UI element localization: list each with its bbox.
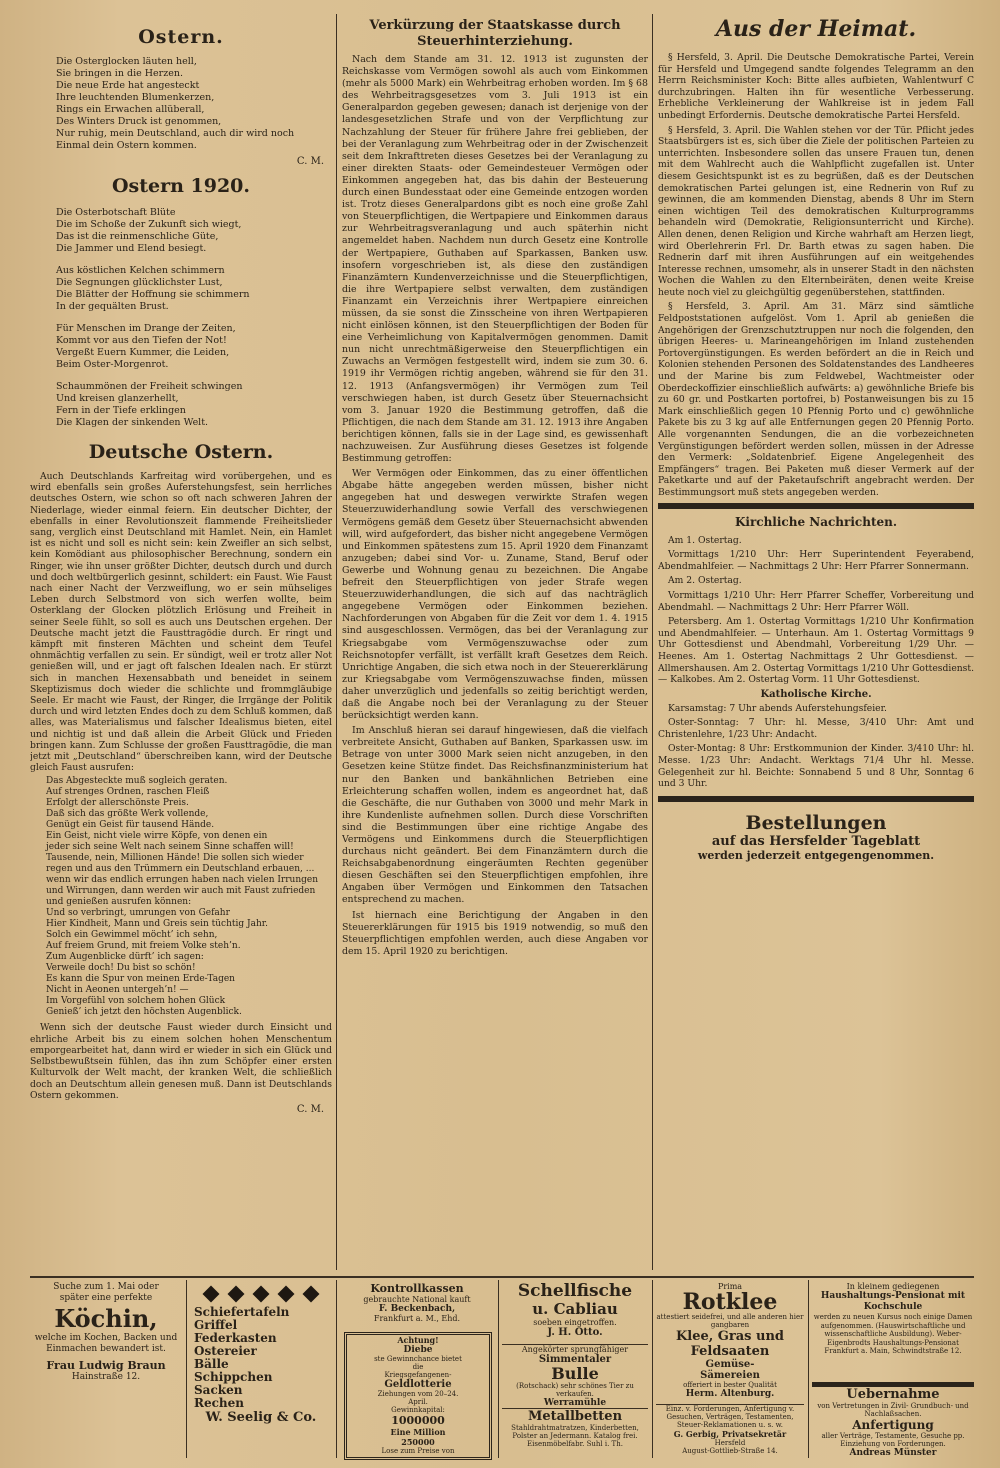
poem-line: Schaummönen der Freiheit schwingen: [56, 381, 243, 392]
ad-divider: [498, 1280, 499, 1458]
verse-line: Und so verbringt, umrungen von Gefahr: [46, 908, 230, 919]
diamond-ornament-icon: [253, 1286, 270, 1303]
ad-amount: Eine Million: [390, 1427, 446, 1437]
ad-divider: [808, 1280, 809, 1458]
prose-paragraph: Nach dem Stande am 31. 12. 1913 ist zugunsten der Reichskasse vom Vermögen sowohl als auch vom Einkommen (mehr als 5000 Mark) ein Wehrbeitrag erhoben worden. Im § 68 des Wehrbeitragsgesetzes vom 3. Juli 1913 ist ein Generalpardon gegeben gewesen; danach ist derjenige von der landesgesetzlichen Strafe und von der Verpflichtung zur Nachzahlung der Steuer für frühere Jahre frei geblieben, der bei der Veranlagung zum Wehrbeitrag oder in der Zwischenzeit seit dem Inkrafttreten dieses Gesetzes bei der Veranlagung zu einer direkten Staats- oder Gemeindesteuer Vermögen oder Einkommen angegeben hat, das bis dahin der Besteuerung durch einen Bundesstaat oder eine Gemeinde entzogen worden ist. Trotz dieses Generalpardons gibt es noch eine große Zahl von Steuerpflichtigen, die Wertpapiere und Einkommen daraus zur Wehrbeitragsveranlagung und auch späterhin nicht angemeldet haben. Nachdem nun durch Gesetz eine Kontrolle der Wertpapiere, Guthaben auf Sparkassen, Banken usw. insofern vorgeschrieben ist, als diese den zuständigen Finanzämtern Kundenverzeichnisse und die Steuerpflichtigen, die ihre Wertpapiere selbst verwalten, dem zuständigen Finanzamt ein Verzeichnis ihrer Wertpapiere einreichen müssen, da sie sonst die Zinsscheine von ihren Wertpapieren nicht einlösen können, ist den Steuerpflichtigen der Boden für eine Verheimlichung von Kapitalvermögen genommen. Damit nun nicht unrechtmäßigerweise den Steuerpflichtigen ein Zuwachs an Vermögen festgestellt wird, indem sie zum 30. 6. 1919 ihr Vermögen richtig angeben, während sie für den 31. 12. 1913 (Anfangsvermögen) ihr Vermögen zum Teil verschwiegen haben, ist durch Gesetz über Steuernachsicht vom 3. Januar 1920 die Bestimmung getroffen, daß die Pflichtigen, die nach dem Stande am 31. 12. 1913 ihre Angaben berichtigen können, falls sie in der Lage sind, es gewissenhaft nachzuweisen. Zur Ausführung dieses Gesetzes ist folgende Bestimmung getroffen:: [342, 54, 648, 465]
deutsche-ostern-end-paragraph: Wenn sich der deutsche Faust wieder durch Einsicht und ehrliche Arbeit bis zu einem solchen hohen Menschentum emporgearbeitet hat, dann wird er wieder in sich ein Glück und Selbstbewußtsein fühlen, das ihn zum Schöpfer einer ersten Kulturvolk der Welt macht, der kranken Welt, die schließlich doch an Deutschtum allein genesen muß. Dann ist Deutschlands Ostern gekommen.: [30, 1022, 332, 1101]
ad-text: Simmentaler: [538, 1354, 612, 1365]
ad-headline: Haushaltungs-Pensionat mit Kochschule: [820, 1291, 966, 1312]
ad-name: Werramühle: [543, 1398, 607, 1407]
ad-name: Herm. Altenburg.: [685, 1389, 775, 1399]
section-rule: [658, 503, 974, 509]
ad-pensionat: [812, 1282, 974, 1380]
ad-headline: Geldlotterie: [384, 1379, 452, 1390]
ad-address: Hersfeld: [714, 1439, 746, 1447]
column-divider: [652, 14, 653, 1270]
ad-headline: Anfertigung: [852, 1418, 934, 1432]
prose-paragraph: Vormittags 1/210 Uhr: Herr Pfarrer Scheffer, Vorbereitung und Abendmahl. — Nachmittags 2 Uhr: Herr Pfarrer Wöll.: [658, 589, 974, 613]
ad-text: Einz. v. Forderungen, Anfertigung v. Gesuchen, Verträgen, Testamenten, Steuer-Reklamationen u. s. w.: [665, 1405, 795, 1429]
ad-headline: Schellfische: [517, 1282, 633, 1301]
verkuerzung-text: [342, 54, 648, 958]
ad-kontrollkassen: [340, 1282, 494, 1330]
poem-line: Des Winters Druck ist genommen,: [56, 116, 222, 127]
column-2: [342, 14, 648, 1282]
poem-line: Die Jammer und Elend besiegt.: [56, 243, 207, 254]
poem-line: Rings ein Erwachen allüberall,: [56, 104, 205, 115]
poem-line: Kommt vor aus den Tiefen der Not!: [56, 335, 227, 346]
verse-line: Zum Augenblicke dürft’ ich sagen:: [46, 952, 204, 963]
poem-line: Vergeßt Euern Kummer, die Leiden,: [56, 347, 230, 358]
ad-divider: [652, 1280, 653, 1458]
verse-line: Solch ein Gewimmel möcht’ ich sehn,: [46, 930, 218, 941]
verse-line: Im Vorgefühl von solchem hohen Glück: [46, 996, 226, 1007]
ad-name: F. Beckenbach,: [378, 1304, 456, 1314]
ad-text: Suche zum 1. Mai oder: [53, 1282, 159, 1292]
seelig-item-list: [190, 1306, 332, 1410]
ad-text: Lose zum Preise von: [381, 1447, 455, 1455]
ad-headline: Klee, Gras und: [675, 1329, 785, 1344]
deutsche-ostern-signature: C. M.: [296, 1103, 324, 1115]
diamond-ornament-icon: [203, 1286, 220, 1303]
ad-text: werden zu neuen Kursus noch einige Damen aufgenommen. (Hauswirtschaftliche und wissenschaftliche Ausbildung). Weber-Eigenbrodts Haushaltungs-Pensionat Frankfurt a. Main, Schwindtstraße 12.: [813, 1313, 973, 1355]
ad-lotterie: [344, 1332, 492, 1460]
verse-line: Es kann die Spur von meinen Erde-Tagen: [46, 974, 235, 985]
katholische-text: [658, 703, 974, 790]
seelig-item: Sacken: [194, 1383, 243, 1397]
poem-line: Beim Oster-Morgenrot.: [56, 359, 169, 370]
ad-text: Gewinnkapital:: [391, 1406, 445, 1414]
prose-paragraph: Am 1. Ostertag.: [668, 534, 742, 546]
verse-line: Ein Geist, nicht viele wirre Köpfe, von denen ein: [46, 831, 268, 842]
ad-text: offeriert in bester Qualität: [683, 1381, 777, 1389]
ad-name: Frau Ludwig Braun: [46, 1359, 166, 1372]
verse-line: Das Abgesteckte muß sogleich geraten.: [46, 776, 228, 787]
ad-headline: Metallbetten: [527, 1409, 623, 1424]
verse-line: Verweile doch! Du bist so schön!: [46, 963, 196, 974]
deutsche-ostern-title: Deutsche Ostern.: [88, 441, 274, 463]
bestellungen-subtitle: auf das Hersfelder Tageblatt: [711, 833, 921, 849]
ad-text: Ziehungen vom 20–24.: [377, 1390, 459, 1398]
ad-headline: Uebernahme: [846, 1387, 940, 1402]
prose-paragraph: Karsamstag: 7 Uhr abends Auferstehungsfeier.: [668, 702, 887, 714]
seelig-item: Rechen: [194, 1396, 244, 1410]
ad-headline: Bulle: [551, 1364, 599, 1383]
ad-text: gebrauchte National kauft: [363, 1295, 471, 1304]
ad-divider: [336, 1280, 337, 1458]
verkuerzung-title: Verkürzung der Staatskasse durch Steuerhinterziehung.: [369, 18, 621, 49]
ad-text: In kleinem gediegenen: [846, 1282, 940, 1291]
verse-line: Auf freiem Grund, mit freiem Volke steh’n.: [46, 941, 241, 952]
prose-paragraph: Ist hiernach eine Berichtigung der Angaben in den Steuererklärungen für 1915 bis 1919 notwendig, so muß den Steuerpflichtigen empfohlen werden, auch diese Angaben vor dem 15. April 1920 zu berichtigen.: [342, 909, 648, 957]
ad-rotklee: [656, 1282, 804, 1402]
ad-schellfische: [502, 1282, 648, 1342]
ostern-1920-poem: [56, 207, 332, 429]
katholische-title: Katholische Kirche.: [760, 688, 872, 700]
heimat-title: Aus der Heimat.: [715, 16, 917, 42]
prose-paragraph: § Hersfeld, 3. April. Die Deutsche Demokratische Partei, Verein für Hersfeld und Umgegend sandte folgendes Telegramm an den Herrn Reichsminister Koch: Bitte alles aufbieten, Wahlentwurf C durchzubringen. Halten ihn für wesentliche Verbesserung. Erhebliche Verkleinerung der Wahlkreise ist in jedem Fall unbedingt Erfordernis. Deutsche demokratische Partei Hersfeld.: [658, 52, 974, 121]
ad-headline: Kontrollkassen: [370, 1282, 464, 1295]
ad-headline: Gemüse-: [705, 1359, 755, 1370]
column-1: [30, 14, 332, 1282]
ad-text: ste Gewinnchance bietet: [374, 1355, 462, 1363]
ad-text: (Rotschack) sehr schönes Tier zu verkaufen.: [516, 1382, 634, 1398]
ad-text: soeben eingetroffen.: [533, 1318, 617, 1327]
ad-bulle: [502, 1344, 648, 1407]
deutsche-ostern-paragraph: Auch Deutschlands Karfreitag wird vorübergehen, und es wird ebenfalls sein großes Auferstehungsfest, sein herrliches deutsches Ostern, wie schon so oft nach schweren Jahren der Niederlage, wieder einmal feiern. Ein deutscher Dichter, der ebenfalls in einer Revolutionszeit flammende Freiheitslieder sang, verglich einst Deutschland mit Hamlet. Nein, ein Hamlet ist es nicht und soll es nicht sein: kein Zweifler an sich selbst, kein Komödiant aus philosophischer Berechnung, sondern ein Ringer, wie ihn unser größter Dichter, deutsch durch und durch und doch weltbürgerlich gesinnt, schildert: ein Faust. Wie Faust nach einer Nacht der Verzweiflung, wo er sein mühseliges Leben durch Selbstmord von sich werfen wollte, beim Osterklang der Glocken plötzlich Erlösung und Freiheit in seiner Seele fühlt, so soll es auch uns Deutschen ergehen. Der Deutsche macht jetzt die Fausttragödie durch. Er ringt und kämpft mit finsteren Mächten und scheint dem Teufel ohnmächtig verfallen zu sein. Er sündigt, weil er trotz aller Not genießen will, und er jagt oft falschen Idealen nach. Er stürzt sich in manchen Hexensabbath und beneidet in seinem Skeptizismus doch wieder die schlichte und frommgläubige Seele. Er macht wie Faust, der Ringer, die Irrgänge der Politik durch und wird letzten Endes doch zu dem Schluß kommen, daß alles, was Materialismus und falscher Idealismus bieten, eitel und nichtig ist und daß allein die Arbeit Glück und Frieden bringen kann. Zum Schlusse der großen Fausttragödie, die man jetzt mit „Deutschland“ überschreiben kann, wird der Deutsche gleich Faust ausrufen:: [30, 471, 332, 774]
deutsche-ostern-verse: [46, 776, 332, 1018]
seelig-item: Schiefertafeln: [194, 1305, 290, 1319]
poem-line: Die Osterbotschaft Blüte: [56, 207, 176, 218]
poem-line: Die Osterglocken läuten hell,: [56, 56, 197, 67]
ad-text: die: [412, 1363, 424, 1371]
ad-address: August-Gottlieb-Straße 14.: [682, 1447, 778, 1455]
diamond-row: [190, 1282, 332, 1306]
ad-text: Eisenmöbelfabr. Suhl i. Th.: [527, 1440, 623, 1448]
prose-paragraph: § Hersfeld, 3. April. Die Wahlen stehen vor der Tür. Pflicht jedes Staatsbürgers ist es, sich über die Ziele der politischen Parteien zu unterrichten. Insbesondere sollen das unsere Frauen tun, denen mit dem Wahlrecht auch die Wahlpflicht zugefallen ist. Unter diesem Gesichtspunkt ist es zu begrüßen, daß es der Deutschen demokratischen Partei gelungen ist, eine Rednerin von Ruf zu gewinnen, die am kommenden Dienstag, abends 8 Uhr im Stern einen wichtigen Teil des demokratischen Kulturprogramms behandeln wird (Demokratie, Religionsunterricht und Kirche). Allen denen, denen Religion und Kirche wahrhaft am Herzen liegt, wird Oberlehrerin Frl. Dr. Barth etwas zu sagen haben. Die Rednerin darf mit ihren Ausführungen auf ein weitgehendes Interesse rechnen, umsomehr, als in unserer Stadt in den nächsten Wochen die Wahlen zu den Elternbeiräten, denen weite Kreise heute noch viel zu gleichgültig gegenüberstehen, stattfinden.: [658, 124, 974, 298]
ad-address: Frankfurt a. M., Ehd.: [373, 1314, 461, 1323]
ad-gerbig: [656, 1404, 804, 1459]
verse-line: Erfolgt der allerschönste Preis.: [46, 798, 189, 809]
section-rule: [658, 796, 974, 802]
column-divider: [336, 14, 337, 1270]
poem-line: In der gequälten Brust.: [56, 301, 169, 312]
diamond-ornament-icon: [228, 1286, 245, 1303]
ostern-poem: [56, 56, 332, 152]
ostern-signature: C. M.: [296, 156, 324, 167]
deutsche-ostern-end: [30, 1022, 332, 1100]
ad-text: April.: [408, 1398, 428, 1406]
ad-headline: Sämereien: [700, 1370, 760, 1381]
ad-headline: Feldsaaten: [690, 1344, 770, 1359]
ad-headline: Köchin,: [54, 1304, 158, 1333]
poem-line: Nur ruhig, mein Deutschland, auch dir wird noch: [56, 128, 295, 139]
verse-line: Nicht in Aeonen untergeh’n! —: [46, 985, 189, 996]
diamond-ornament-icon: [278, 1286, 295, 1303]
ad-seelig: [190, 1282, 332, 1458]
poem-line: Die Klagen der sinkenden Welt.: [56, 417, 209, 428]
ad-name: J. H. Otto.: [547, 1327, 603, 1338]
bestellungen-title: Bestellungen: [745, 811, 887, 834]
poem-line: Sie bringen in die Herzen.: [56, 68, 183, 79]
poem-line: Ihre leuchtenden Blumenkerzen,: [56, 92, 215, 103]
kirchliche-title: Kirchliche Nachrichten.: [734, 514, 898, 529]
poem-line: Das ist die reinmenschliche Güte,: [56, 231, 219, 242]
prose-paragraph: Oster-Montag: 8 Uhr: Erstkommunion der Kinder. 3/410 Uhr: hl. Messe. 1/23 Uhr: Andacht. Werktags 71/4 Uhr hl. Messe. Gelegenheit zur hl. Beichte: Sonnabend 5 und 8 Uhr, Sonntag 6 und 3 Uhr.: [658, 743, 974, 790]
prose-paragraph: Am 2. Ostertag.: [668, 575, 742, 587]
seelig-item: Bälle: [194, 1357, 229, 1371]
ad-name: W. Seelig & Co.: [205, 1410, 317, 1425]
heimat-news: [658, 52, 974, 499]
seelig-item: Griffel: [194, 1318, 238, 1332]
verse-line: Genügt ein Geist für tausend Hände.: [46, 820, 215, 831]
ad-text: attestiert seidefrei, und alle anderen hier gangbaren: [656, 1313, 804, 1329]
deutsche-ostern-text: [30, 471, 332, 773]
ad-text: von Vertretungen in Zivil- Grundbuch- und Nachlaßsachen.: [817, 1402, 969, 1418]
prose-paragraph: Wer Vermögen oder Einkommen, das zu einer öffentlichen Abgabe hätte angegeben werden müssen, bisher nicht angegeben hat und deswegen verwirkte Strafen wegen Steuerzuwiderhandlung sowie Verfall des verschwiegenen Vermögens gemäß dem Gesetz über Steuernachsicht abwenden will, wird aufgefordert, das bisher nicht angegebene Vermögen und Einkommen spätestens zum 15. April 1920 dem Finanzamt anzugeben; dabei sind Vor- u. Zuname, Stand, Beruf oder Gewerbe und Wohnung genau zu bezeichnen. Die Angabe befreit den Steuerpflichtigen von jeder Strafe wegen Steuerzuwiderhandlungen, die sich auf das nachträglich angegebene Vermögen oder Einkommen beziehen. Nachforderungen von Abgaben für die Zeit vor dem 1. 4. 1915 sind ausgeschlossen. Vermögen, das bei der Veranlagung zur Kriegsabgabe vom Vermögenszuwachse oder zum Reichsnotopfer verfällt, ist verfällt kraft Gesetzes dem Reich. Unrichtige Angaben, die sich etwa noch in der Steuererklärung zur Kriegsabgabe vom Vermögenszuwachse finden, müssen daher unverzüglich und jedenfalls so zeitig berichtigt werden, daß die Angabe noch bei der Veranlagung zu der Steuer berücksichtigt werden kann.: [342, 468, 648, 722]
ad-text: Angekörter sprungfähiger: [521, 1345, 629, 1354]
ad-headline: u. Cabliau: [532, 1300, 618, 1318]
ad-text: aller Verträge, Testamente, Gesuche pp. Einziehung von Forderungen.: [821, 1432, 965, 1448]
verse-line: Auf strenges Ordnen, raschen Fleiß: [46, 787, 210, 798]
ad-name: Andreas Münster: [849, 1448, 937, 1458]
prose-paragraph: Petersberg. Am 1. Ostertag Vormittags 1/210 Uhr Konfirmation und Abendmahlfeier. — Unterhaun. Am 1. Ostertag Vormittags 9 Uhr Gottesdienst und Abendmahl, Vorbereitung 1/29 Uhr. — Heenes. Am 1. Ostertag Nachmittags 2 Uhr Gottesdienst. — Allmershausen. Am 2. Ostertag Vormittags 1/210 Uhr Gottesdienst. — Kalkobes. Am 2. Ostertag Vorm. 11 Uhr Gottesdienst.: [658, 616, 974, 686]
ad-headline: Rotklee: [682, 1289, 778, 1315]
poem-line: Für Menschen im Drange der Zeiten,: [56, 323, 236, 334]
kirchliche-text: [658, 535, 974, 686]
ad-text: welche im Kochen, Backen und Einmachen bewandert ist.: [34, 1333, 178, 1354]
verse-line: Daß sich das größte Werk vollende,: [46, 809, 209, 820]
ostern-1920-title: Ostern 1920.: [111, 175, 251, 197]
ad-amount: 250000: [401, 1437, 435, 1447]
ad-text: Stahldrahtmatratzen, Kinderbetten, Polster an Jedermann. Katalog frei.: [511, 1424, 639, 1440]
ad-text: später eine perfekte: [59, 1293, 153, 1303]
poem-line: Fern in der Tiefe erklingen: [56, 405, 186, 416]
diamond-ornament-icon: [303, 1286, 320, 1303]
verse-line: Hier Kindheit, Mann und Greis sein tüchtig Jahr.: [46, 919, 268, 930]
column-3: [658, 14, 974, 1282]
prose-paragraph: § Hersfeld, 3. April. Am 31. März sind sämtliche Feldpoststationen aufgelöst. Vom 1. April ab genießen die Angehörigen der Grenzschutztruppen nur noch die folgenden, den übrigen Heeres- u. Marineangehörigen im Inland zustehenden Portovergünstigungen. Es werden befördert an die in Reich und Kolonien stehenden Personen des Soldatenstandes des Landheeres und der Marine bis zum Feldwebel, Wachtmeister oder Oberdeckoffizier einschließlich aufwärts: a) gewöhnliche Briefe bis zu 60 gr. und Postkarten portofrei, b) Postanweisungen bis zu 15 Mark einschließlich gegen 10 Pfennig Porto und c) gewöhnliche Pakete bis zu 3 kg auf alle Entfernungen gegen 20 Pfennig Porto. Alle vorgenannten Sendungen, die an die vorbezeichneten Vergünstigungen befördert werden sollen, müssen in der Adresse den Vermerk: „Soldatenbrief. Eigene Angelegenheit des Empfängers“ tragen. Bei Paketen muß dieser Vermerk auf der Paketkarte und auf der Paketaufschrift angebracht werden. Der Bestimmungsort muß stets angegeben werden.: [658, 301, 974, 498]
verse-line: jeder sich seine Welt nach seinem Sinne schaffen will!: [46, 842, 294, 853]
ad-text: Prima: [717, 1282, 743, 1291]
seelig-item: Ostereier: [194, 1344, 257, 1358]
poem-line: Aus köstlichen Kelchen schimmern: [56, 265, 225, 276]
ad-text: Diebe: [403, 1345, 433, 1355]
ad-amount: 1000000: [391, 1414, 445, 1427]
prose-paragraph: Vormittags 1/210 Uhr: Herr Superintendent Feyerabend, Abendmahlfeier. — Nachmittags 2 Uhr: Herr Pfarrer Sonnermann.: [658, 549, 974, 572]
verse-line: Genieß’ ich jetzt den höchsten Augenblick.: [46, 1007, 242, 1018]
ad-divider: [186, 1280, 187, 1458]
seelig-item: Schippchen: [194, 1370, 273, 1384]
poem-line: Und kreisen glanzerhellt,: [56, 393, 179, 404]
poem-line: Die im Schoße der Zukunft sich wiegt,: [56, 219, 242, 230]
poem-line: Die Blätter der Hoffnung sie schimmern: [56, 289, 250, 300]
poem-line: Die Segnungen glücklichster Lust,: [56, 277, 223, 288]
poem-line: Einmal dein Ostern kommen.: [56, 140, 197, 151]
ad-text: Kriegsgefangenen-: [384, 1371, 452, 1379]
bestellungen-note: werden jederzeit entgegengenommen.: [697, 848, 935, 862]
poem-line: Die neue Erde hat angesteckt: [56, 80, 200, 91]
ad-name: G. Gerbig, Privatsekretär: [673, 1429, 787, 1439]
prose-paragraph: Oster-Sonntag: 7 Uhr: hl. Messe, 3/410 Uhr: Amt und Christenlehre, 1/23 Uhr: Andacht.: [658, 717, 974, 740]
ad-text: Achtung!: [397, 1335, 439, 1345]
ostern-title: Ostern.: [138, 26, 224, 48]
ad-address: Hainstraße 12.: [71, 1372, 141, 1382]
ad-metallbetten: [502, 1408, 648, 1459]
prose-paragraph: Im Anschluß hieran sei darauf hingewiesen, daß die vielfach verbreitete Ansicht, Guthaben auf Banken, Sparkassen usw. im Betrage von unter 3000 Mark seien nicht anzugeben, in den Gesetzen keine Stütze findet. Das Reichsfinanzministerium hat nur den Banken und bankähnlichen Betrieben eine Erleichterung schaffen wollen, indem es angeordnet hat, daß die Geschäfte, die nur Guthaben von 3000 und mehr Mark in ihre Kundenliste aufnehmen sollen. Durch diese Vorschriften sind die Bestimmungen über eine richtige Angabe des Vermögens und Einkommens durch die Steuerpflichtigen durchaus nicht geändert. Bei dem Finanzämtern durch die Reichsabgabenordnung eingeräumten Rechten gegenüber diesen Geschäften sei den Steuerpflichtigen empfohlen, ihre Angaben über Vermögen und Einkommen den Tatsachen entsprechend zu machen.: [342, 725, 648, 906]
seelig-item: Federkasten: [194, 1331, 277, 1345]
ad-muenster: [812, 1382, 974, 1463]
verse-line: Tausende, nein, Millionen Hände! Die sollen sich wieder regen und aus den Trümmern ein Deutschland erbauen, ... wenn wir das endlich errungen haben nach vielen Irrungen und Wirrungen, dann werden wir auch mit Faust zufrieden und genießen ausrufen können:: [46, 853, 318, 908]
ad-koechin: [30, 1282, 182, 1458]
